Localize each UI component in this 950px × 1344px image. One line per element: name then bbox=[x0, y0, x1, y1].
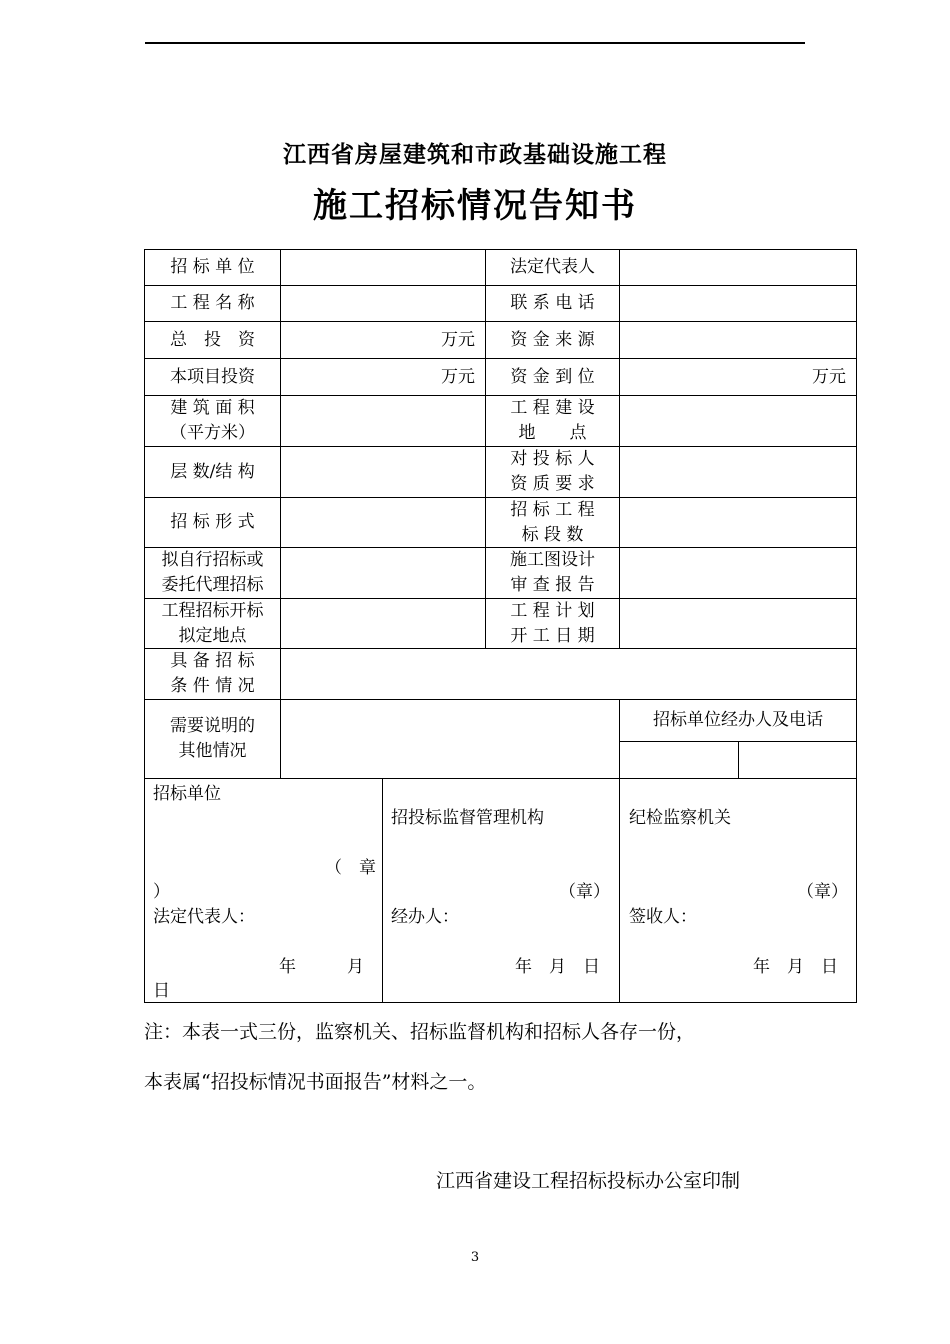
row-rule bbox=[145, 778, 856, 779]
note-line-1: 注：本表一式三份，监察机关、招标监督机构和招标人各存一份， bbox=[144, 1021, 696, 1043]
bottom-mid-date: 年 月 日 bbox=[515, 957, 600, 977]
label-planned-start-date: 工 程 计 划 开 工 日 期 bbox=[510, 600, 595, 646]
bottom-mid-seal: （章） bbox=[559, 882, 610, 902]
label-handler-phone: 招标单位经办人及电话 bbox=[653, 710, 823, 730]
page-title: 施工招标情况告知书 bbox=[313, 186, 637, 226]
label-bidding-form: 招 标 形 式 bbox=[170, 512, 255, 532]
printer-credit: 江西省建设工程招标投标办公室印制 bbox=[436, 1170, 741, 1192]
input-section-count[interactable] bbox=[620, 498, 856, 547]
input-contact-phone[interactable] bbox=[620, 286, 856, 321]
header-rule bbox=[145, 42, 805, 44]
label-bidding-unit: 招 标 单 位 bbox=[170, 257, 255, 277]
label-funds-in-place: 资 金 到 位 bbox=[510, 366, 595, 387]
input-bidding-unit[interactable] bbox=[281, 250, 485, 285]
input-other-notes[interactable] bbox=[281, 700, 619, 778]
label-legal-representative: 法定代表人 bbox=[510, 257, 595, 277]
input-planned-start-date[interactable] bbox=[620, 599, 856, 648]
label-other-notes: 需要说明的 其他情况 bbox=[170, 716, 255, 761]
notice-form-table bbox=[144, 249, 857, 1003]
input-bidding-form[interactable] bbox=[281, 498, 485, 547]
input-handler-phone[interactable] bbox=[739, 742, 856, 778]
bottom-right-title: 纪检监察机关 bbox=[629, 808, 731, 828]
label-fund-source: 资 金 来 源 bbox=[510, 329, 595, 350]
label-building-area: 建 筑 面 积 （平方米） bbox=[170, 398, 255, 443]
input-floors-structure[interactable] bbox=[281, 447, 485, 497]
note-line-2: 本表属“招投标情况书面报告”材料之一。 bbox=[144, 1071, 487, 1093]
col-rule bbox=[382, 778, 383, 1002]
label-construction-site: 工 程 建 设 地 点 bbox=[510, 398, 595, 443]
input-construction-site[interactable] bbox=[620, 396, 856, 446]
bottom-left-signature: 法定代表人： bbox=[153, 907, 255, 927]
bottom-right-signature: 签收人： bbox=[629, 907, 697, 927]
input-fund-source[interactable] bbox=[620, 322, 856, 358]
bottom-left-title: 招标单位 bbox=[153, 784, 221, 804]
input-bidder-qualification[interactable] bbox=[620, 447, 856, 497]
input-drawing-review[interactable] bbox=[620, 548, 856, 598]
input-project-investment[interactable]: 万元 bbox=[441, 366, 475, 387]
label-opening-location: 工程招标开标 拟定地点 bbox=[161, 600, 264, 646]
label-floors-structure: 层 数/结 构 bbox=[170, 461, 255, 482]
label-bidder-qualification: 对 投 标 人 资 质 要 求 bbox=[510, 449, 595, 494]
label-total-investment: 总 投 资 bbox=[170, 329, 255, 350]
label-drawing-review: 施工图设计 审 查 报 告 bbox=[510, 550, 595, 595]
input-funds-in-place[interactable]: 万元 bbox=[812, 366, 846, 387]
label-contact-phone: 联 系 电 话 bbox=[510, 293, 595, 313]
input-self-or-agent[interactable] bbox=[281, 548, 485, 598]
bottom-right-seal: （章） bbox=[797, 882, 848, 902]
input-total-investment[interactable]: 万元 bbox=[441, 329, 475, 350]
bottom-left-seal-close: ） bbox=[153, 882, 170, 902]
page-number: 3 bbox=[470, 1250, 480, 1265]
title-line-1: 江西省房屋建筑和市政基础设施工程 bbox=[283, 141, 667, 168]
input-legal-representative[interactable] bbox=[620, 250, 856, 285]
bottom-mid-title: 招投标监督管理机构 bbox=[391, 808, 544, 828]
label-self-or-agent: 拟自行招标或 委托代理招标 bbox=[161, 550, 264, 595]
input-handler-name[interactable] bbox=[620, 742, 738, 778]
bottom-left-seal: （ 章 bbox=[325, 858, 376, 878]
bottom-mid-signature: 经办人： bbox=[391, 907, 459, 927]
label-bidding-conditions: 具 备 招 标 条 件 情 况 bbox=[170, 651, 255, 696]
bottom-left-date-day: 日 bbox=[153, 981, 170, 1001]
bottom-left-date: 年 月 bbox=[279, 957, 364, 977]
label-section-count: 招 标 工 程 标 段 数 bbox=[510, 499, 595, 545]
input-project-name[interactable] bbox=[281, 286, 485, 321]
label-project-name: 工 程 名 称 bbox=[170, 293, 255, 313]
label-project-investment: 本项目投资 bbox=[170, 366, 255, 387]
input-bidding-conditions[interactable] bbox=[281, 649, 856, 699]
bottom-right-date: 年 月 日 bbox=[753, 957, 838, 977]
input-opening-location[interactable] bbox=[281, 599, 485, 648]
input-building-area[interactable] bbox=[281, 396, 485, 446]
